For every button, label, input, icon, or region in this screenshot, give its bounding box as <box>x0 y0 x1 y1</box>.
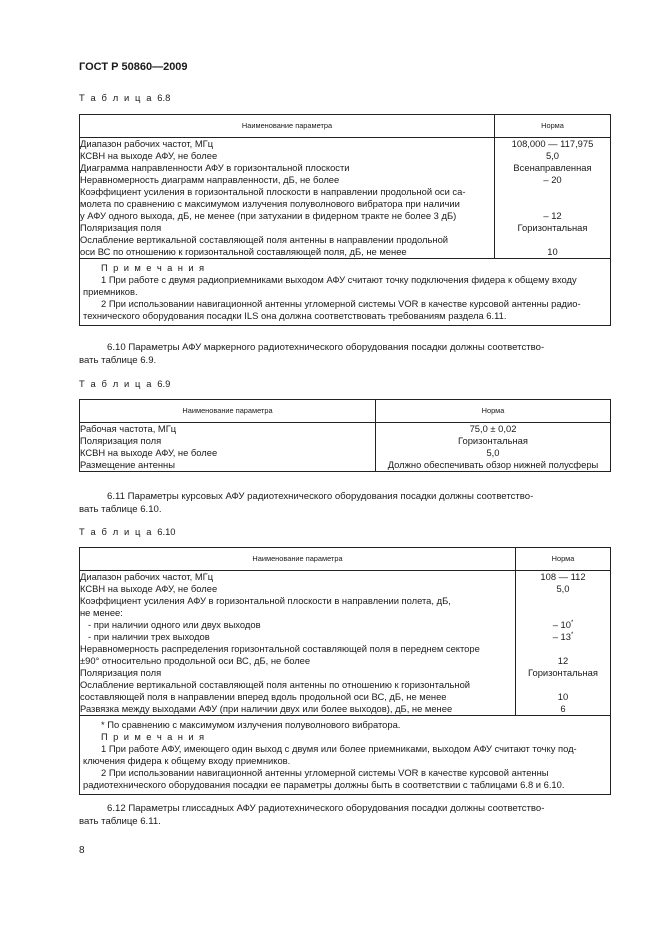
table-row: Коэффициент усиления в горизонтальной плоскости в направлении продольной оси са- <box>80 186 466 197</box>
table-6-10 <box>79 547 611 795</box>
norm-value: – 10* <box>552 619 574 630</box>
page-number: 8 <box>79 845 85 856</box>
table-row: Ослабление вертикальной составляющей поля антенны в направлении продольной <box>80 234 449 245</box>
table-row: у АФУ одного выхода, дБ, не менее (при затухании в фидерном тракте не более 3 дБ) <box>80 210 457 221</box>
norm-value: Горизонтальная <box>458 435 528 446</box>
norm-value: Всенаправленная <box>513 162 592 173</box>
table-row: молета по сравнению с максимумом излучения полуволнового вибратора при наличии <box>80 198 460 209</box>
table-6-9-params <box>80 423 376 472</box>
norm-value: Должно обеспечивать обзор нижней полусферы <box>387 459 599 470</box>
table-row: Неравномерность диаграмм направленности, дБ, не более <box>80 174 340 185</box>
table-row: Диапазон рабочих частот, МГц <box>80 571 214 582</box>
table-row: оси ВС по отношению к горизонтальной составляющей поля, дБ, не менее <box>80 246 407 257</box>
norm-value: – 20 <box>543 174 562 185</box>
table-row: КСВН на выходе АФУ, не более <box>80 447 218 458</box>
norm-value: 12 <box>557 655 569 666</box>
table-6-10-params <box>80 571 516 716</box>
paragraph-6-11 <box>79 490 609 516</box>
table-row: Рабочая частота, МГц <box>80 423 177 434</box>
footnote-mark: * <box>570 631 574 638</box>
table-6-8-label: Т а б л и ц а 6.8 <box>79 92 171 103</box>
norm-value: 108,000 — 117,975 <box>511 138 594 149</box>
note-line: 2 При использовании навигационной антенны угломерной системы VOR в качестве курсовой антенны <box>101 767 549 778</box>
table-6-8 <box>79 114 611 326</box>
norm-value <box>516 679 610 691</box>
table-6-9-norms <box>376 423 611 472</box>
norm-value <box>516 607 610 619</box>
paragraph-line: 6.10 Параметры АФУ маркерного радиотехнического оборудования посадки должны соответство- <box>107 342 545 353</box>
note-line: 1 При работе АФУ, имеющего один выход с двумя или более приемниками, выходом АФУ считают точку под- <box>101 743 577 754</box>
norm-value: 5,0 <box>556 583 570 594</box>
table-6-9-label: Т а б л и ц а 6.9 <box>79 378 171 389</box>
paragraph-line: вать таблице 6.10. <box>79 504 162 515</box>
paragraph-line: вать таблице 6.11. <box>79 816 161 827</box>
paragraph-line: 6.11 Параметры курсовых АФУ радиотехнического оборудования посадки должны соответство- <box>107 491 534 502</box>
table-6-8-header-norm: Норма <box>495 115 611 138</box>
table-6-8-header-param: Наименование параметра <box>80 115 495 138</box>
norm-value <box>516 643 610 655</box>
table-row: Коэффициент усиления АФУ в горизонтальной плоскости в направлении полета, дБ, <box>80 595 451 606</box>
notes-title: П р и м е ч а н и я <box>101 262 206 273</box>
table-row: Развязка между выходами АФУ (при наличии двух или более выходов), дБ, не менее <box>80 703 453 714</box>
table-6-8-norms <box>495 138 611 259</box>
norm-value: Горизонтальная <box>528 667 598 678</box>
table-6-10-header-norm: Норма <box>516 548 611 571</box>
norm-value: 108 — 112 <box>540 571 586 582</box>
table-row: - при наличии трех выходов <box>88 631 210 642</box>
paragraph-line: 6.12 Параметры глиссадных АФУ радиотехнического оборудования посадки должны соответство- <box>107 803 545 814</box>
table-row: Поляризация поля <box>80 667 162 678</box>
table-6-10-norms <box>516 571 611 716</box>
note-line: приемников. <box>83 286 138 297</box>
table-row: Диапазон рабочих частот, МГц <box>80 138 214 149</box>
table-6-8-params <box>80 138 495 259</box>
table-row: Ослабление вертикальной составляющей поля антенны по отношению к горизонтальной <box>80 679 471 690</box>
norm-value <box>495 234 610 246</box>
table-6-8-notes <box>80 259 611 326</box>
footnote: * По сравнению с максимумом излучения полуволнового вибратора. <box>101 719 401 730</box>
norm-value: 5,0 <box>486 447 500 458</box>
norm-value: 10 <box>547 246 558 257</box>
table-row: Поляризация поля <box>80 222 162 233</box>
norm-value <box>516 595 610 607</box>
table-row: КСВН на выходе АФУ, не более <box>80 583 218 594</box>
norm-value: 75,0 ± 0,02 <box>469 423 517 434</box>
note-line: радиотехнического оборудования посадки ее параметры должны быть в соответствии с таблицами 6.8 и 6.10. <box>83 779 565 790</box>
table-row: - при наличии одного или двух выходов <box>88 619 261 630</box>
footnote-mark: * <box>570 619 574 626</box>
norm-value: 10 <box>557 691 569 702</box>
table-6-9-header-norm: Норма <box>376 400 611 423</box>
note-line: технического оборудования посадки ILS она должна соответствовать требованиям раздела 6.11. <box>83 310 507 321</box>
note-line: 2 При использовании навигационной антенны угломерной системы VOR в качестве курсовой антенны радио- <box>101 298 581 309</box>
table-6-10-label: Т а б л и ц а 6.10 <box>79 526 176 537</box>
note-line: 1 При работе с двумя радиоприемниками выходом АФУ считают точку подключения фидера к общему входу <box>101 274 577 285</box>
table-row: Поляризация поля <box>80 435 162 446</box>
norm-value: Горизонтальная <box>517 222 588 233</box>
table-6-10-notes <box>80 716 611 795</box>
table-row: Размещение антенны <box>80 459 175 470</box>
table-row: составляющей поля в направлении вперед вдоль продольной оси ВС, дБ, не менее <box>80 691 447 702</box>
norm-value <box>495 198 610 210</box>
table-row: Диаграмма направленности АФУ в горизонтальной плоскости <box>80 162 350 173</box>
paragraph-6-12 <box>79 802 609 828</box>
norm-value: 5,0 <box>545 150 560 161</box>
notes-title: П р и м е ч а н и я <box>101 731 206 742</box>
norm-value: – 12 <box>543 210 562 221</box>
norm-value <box>495 186 610 198</box>
table-row: Неравномерность распределения горизонтальной составляющей поля в переднем секторе <box>80 643 480 654</box>
note-line: ключения фидера к общему входу приемников. <box>83 755 291 766</box>
document-header-title: ГОСТ Р 50860—2009 <box>79 61 188 73</box>
table-6-9-header-param: Наименование параметра <box>80 400 376 423</box>
table-row: не менее: <box>80 607 123 618</box>
table-6-9 <box>79 399 611 472</box>
table-6-10-header-param: Наименование параметра <box>80 548 516 571</box>
norm-value: – 13* <box>552 631 574 642</box>
norm-value: 6 <box>560 703 566 714</box>
table-row: ±90° относительно продольной оси ВС, дБ, не более <box>80 655 311 666</box>
paragraph-line: вать таблице 6.9. <box>79 355 157 366</box>
paragraph-6-10 <box>79 341 609 367</box>
table-row: КСВН на выходе АФУ, не более <box>80 150 218 161</box>
